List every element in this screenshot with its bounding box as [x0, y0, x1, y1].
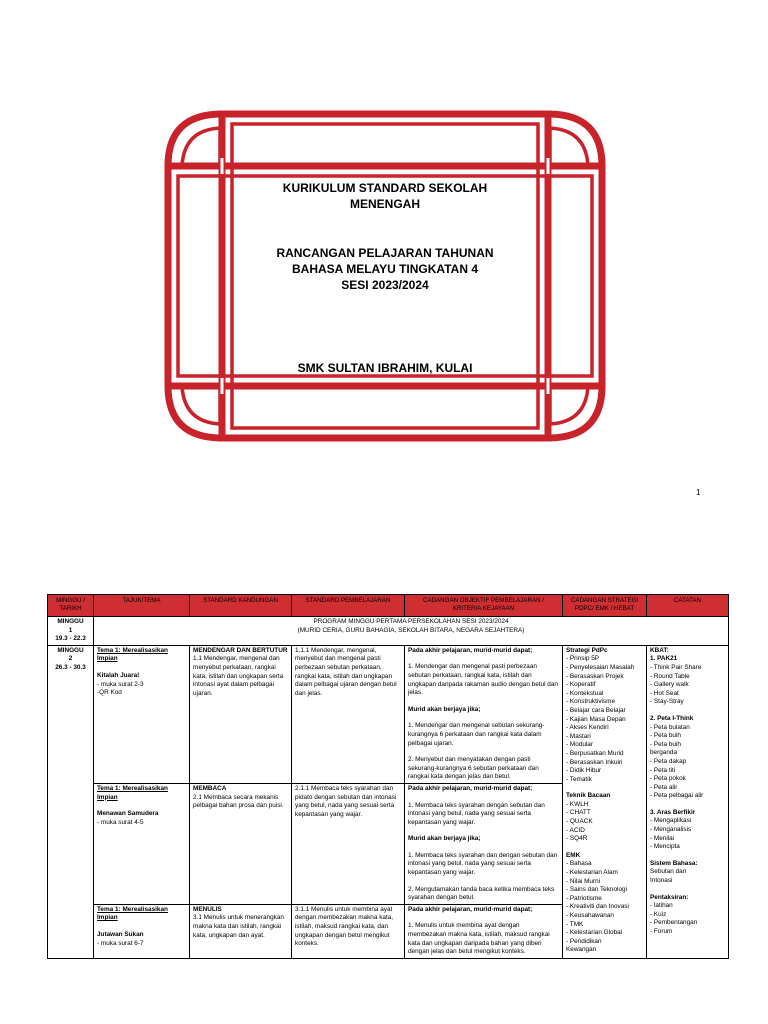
- list-item: 2. Peta I-Think: [650, 714, 694, 722]
- list-item: - KWLH: [566, 800, 589, 808]
- list-item: Sebutan dan: [650, 868, 687, 876]
- list-item: - Peta dakap: [650, 757, 687, 765]
- list-item: - Think Pair Share: [650, 663, 702, 671]
- list-item: MENDENGAR DAN BERTUTUR: [193, 646, 288, 654]
- list-item: - muka surat 4-5: [97, 818, 144, 826]
- list-item: - Bahasa: [566, 860, 592, 868]
- list-item: Murid akan berjaya jika;: [408, 835, 481, 843]
- program-cell: [94, 617, 729, 646]
- list-item: - muka surat 2-3: [97, 680, 144, 688]
- topic-cell: [94, 645, 190, 783]
- learning-standard-cell: [292, 645, 405, 783]
- list-item: - Peta pelbagai alir: [650, 792, 704, 800]
- list-item: - Keusahawanan: [566, 912, 614, 919]
- list-item: - muka surat 6-7: [97, 939, 144, 947]
- list-item: Menawan Samudera: [97, 810, 159, 818]
- list-item: 2.1 Membaca secara mekanis pelbagai bahan prosa dan puisi.: [193, 793, 284, 810]
- corner-petal-tr: [550, 128, 588, 166]
- list-item: Strategi PdPc: [566, 646, 608, 654]
- list-item: - Gallery walk: [650, 681, 689, 689]
- list-item: Teknik Bacaan: [566, 792, 611, 800]
- list-item: - Mencipta: [650, 843, 680, 851]
- list-item: 26.3 - 30.3: [55, 663, 86, 671]
- cover-line-2: MENENGAH: [349, 197, 420, 211]
- list-item: - SQ4R: [566, 835, 588, 843]
- cover-school-name: SMK SULTAN IBRAHIM, KULAI: [297, 361, 473, 375]
- list-item: Pada akhir pelajaran, murid-murid dapat;: [408, 905, 533, 913]
- corner-knot-tr: [548, 114, 602, 166]
- list-item: EMK: [566, 851, 581, 859]
- list-item: 3.1.1 Menulis untuk membina ayat dengan membezakan makna kata, istilah, maksud rangkai kata, dan ungkapan dengan betul mengikut konteks.: [295, 905, 394, 948]
- list-item: - Peta titi: [650, 766, 676, 774]
- list-item: - Peta pokok: [650, 775, 686, 783]
- list-item: - Mengaplikasi: [650, 817, 692, 825]
- list-item: - Kreativiti dan Inovasi: [566, 903, 629, 911]
- week-cell: [48, 617, 94, 646]
- list-item: Kewangan: [566, 946, 597, 954]
- content-standard-cell: [190, 783, 292, 904]
- list-item: - Penyelesaian Masalah: [566, 663, 635, 671]
- list-item: Tema 1: Merealisasikan Impian: [97, 646, 168, 663]
- list-item: 2: [68, 655, 73, 663]
- list-item: MINGGU: [57, 646, 84, 654]
- list-item: - Stay-Stray: [650, 698, 684, 706]
- learning-standard-cell: [292, 783, 405, 904]
- corner-knot-bl: [168, 386, 222, 438]
- table-header-row: [48, 595, 729, 617]
- list-item: - Kelestarian Alam: [566, 869, 618, 877]
- list-item: - Modular: [566, 741, 593, 749]
- corner-knot-br: [548, 386, 602, 438]
- list-item: - latihan: [650, 902, 673, 910]
- list-item: - Sains dan Teknologi: [566, 886, 627, 894]
- list-item: - Menilai: [650, 834, 675, 842]
- yearly-lesson-plan-table: [47, 594, 729, 959]
- list-item: - Koperatif: [566, 681, 596, 689]
- list-item: - Prinsip 5P: [566, 655, 600, 663]
- content-standard-cell: [190, 645, 292, 783]
- list-item: - Berasaskan Projek: [566, 672, 624, 680]
- list-item: 1. PAK21: [650, 655, 678, 663]
- list-item: - Kajian Masa Depan: [566, 715, 626, 723]
- header-topic: TAJUK/TEMA: [94, 595, 190, 617]
- list-item: 3.1 Menulis untuk menerangkan makna kata dan istilah, rangkai kata, ungkapan dan ayat.: [193, 914, 284, 939]
- list-item: PROGRAM MINGGU PERTAMA PERSEKOLAHAN SESI 2023/2024: [313, 618, 509, 625]
- list-item: - Peta bulatan: [650, 723, 690, 731]
- cover-line-4: BAHASA MELAYU TINGKATAN 4: [291, 262, 478, 276]
- table-row: [48, 617, 729, 646]
- list-item: 2.1.1 Membaca teks syarahan dan pidato dengan sebutan dan intonasi yang betul, nada yang sesuai serta kepantasan yang wajar.: [295, 784, 397, 818]
- topic-cell: [94, 904, 190, 958]
- list-item: Pentaksiran:: [650, 893, 689, 901]
- list-item: 1.1 Mendengar, mengenal dan menyebut perkataan, rangkai kata, istilah dan ungkapan serta intonasi ayat dalam pelbagai ujaran.: [193, 655, 284, 697]
- list-item: Sistem Bahasa:: [650, 859, 698, 867]
- week-cell: [48, 645, 94, 958]
- strategy-cell: [563, 645, 647, 958]
- corner-petal-bl: [182, 386, 220, 424]
- list-item: - Patriotisme: [566, 894, 602, 902]
- list-item: - QUACK: [566, 818, 593, 826]
- list-item: 1. Menulis untuk membina ayat dengan membezakan makna kata, istilah, maksud rangkai kata dan ungkapan daripada bahan yang diberi dengan jelas dan betul mengikut konteks.: [408, 922, 550, 956]
- objective-cell: [405, 783, 563, 904]
- list-item: - Pembentangan: [650, 919, 698, 927]
- list-item: MEMBACA: [193, 784, 227, 792]
- list-item: MENULIS: [193, 905, 222, 913]
- content-standard-cell: [190, 904, 292, 958]
- list-item: - Mastari: [566, 732, 591, 740]
- list-item: - Peta buih: [650, 732, 681, 740]
- list-item: 2. Mengutamakan tanda baca ketika membaca teks syarahan dengan betul.: [408, 885, 555, 902]
- list-item: - Peta alir: [650, 783, 678, 791]
- list-item: 2. Menyebut dan menyatakan dengan pasti sekurang-kurangnya 6 sebutan perkataan dan rangkai kata dengan jelas dan betul.: [408, 756, 539, 781]
- list-item: Pada akhir pelajaran, murid-murid dapat;: [408, 646, 533, 654]
- list-item: Murid akan berjaya jika;: [408, 705, 481, 713]
- list-item: KBAT:: [650, 646, 669, 654]
- list-item: - Tematik: [566, 775, 592, 783]
- header-notes: CATATAN: [647, 595, 729, 617]
- list-item: 3. Aras Berfikir: [650, 808, 696, 816]
- list-item: - TMK: [566, 920, 584, 928]
- page-number: 1: [696, 488, 701, 497]
- list-item: 1: [68, 626, 73, 634]
- cover-line-3: RANCANGAN PELAJARAN TAHUNAN: [276, 246, 494, 260]
- list-item: 1. Mendengar dan mengenal sebutan sekurang-kurangnya 6 perkataan dan rangkai kata dalam pelbagai ujaran.: [408, 722, 545, 747]
- cover-line-5: SESI 2023/2024: [341, 278, 429, 292]
- list-item: - Menganalisis: [650, 826, 692, 834]
- list-item: 1.1.1 Mendengar, mengenal, menyebut dan mengenal pasti perbezaan sebutan perkataan, rangkai kata, istilah dan ungkapan dalam pelbagai ujaran dengan betul dan jelas.: [295, 646, 397, 697]
- list-item: - Hot Seat: [650, 689, 679, 697]
- list-item: - Round Table: [650, 672, 690, 680]
- list-item: Pada akhir pelajaran, murid-murid dapat;: [408, 784, 533, 792]
- header-strategy: CADANGAN STRATEGI PDPC/ EMK / HEBAT: [563, 595, 647, 617]
- header-objective: CADANGAN OBJEKTIF PEMBELAJARAN / KRITERIA KEJAYAAN: [405, 595, 563, 617]
- list-item: - Berasaskan Inkuiri: [566, 758, 623, 766]
- list-item: - Konstruktivisme: [566, 698, 616, 706]
- list-item: Kitalah Juara!: [97, 671, 140, 679]
- list-item: 19.3 - 22.3: [55, 635, 86, 643]
- list-item: - Berpusatkan Murid: [566, 749, 624, 757]
- list-item: -QR Kod: [97, 689, 122, 697]
- corner-petal-tl: [182, 128, 220, 166]
- topic-cell: [94, 783, 190, 904]
- list-item: - Akses Kendiri: [566, 724, 609, 732]
- cover-line-1: KURIKULUM STANDARD SEKOLAH: [282, 181, 488, 195]
- list-item: - Forum: [650, 928, 673, 935]
- list-item: - Belajar cara Belajar: [566, 706, 626, 714]
- list-item: - Kuiz: [650, 910, 667, 918]
- list-item: 1. Membaca teks syarahan dan dengan sebutan dan intonasi yang betul, nada yang sesuai serta kepantasan yang wajar.: [408, 851, 558, 877]
- list-item: Tema 1: Merealisasikan Impian: [97, 784, 168, 801]
- list-item: - Pendidikan: [566, 937, 602, 945]
- list-item: (MURID CERIA, GURU BAHAGIA, SEKOLAH BITARA, NEGARA SEJAHTERA): [297, 626, 525, 634]
- list-item: - Kelestarian Global: [566, 929, 623, 937]
- learning-standard-cell: [292, 904, 405, 958]
- list-item: - Nilai Murni: [566, 877, 601, 885]
- list-item: - Peta buih: [650, 740, 681, 748]
- list-item: 1. Membaca teks syarahan dengan sebutan dan intonasi yang betul, nada yang sesuai serta kepantasan yang wajar.: [408, 801, 545, 826]
- corner-petal-br: [550, 386, 588, 424]
- list-item: Intonasi: [650, 877, 673, 885]
- table-row: [48, 645, 729, 783]
- list-item: 1. Mendengar dan mengenal pasti perbezaan sebutan perkataan, rangkai kata, istilah dan ungkapan daripada rakaman audio dengan betul dan jelas.: [408, 663, 558, 697]
- list-item: Tema 1: Merealisasikan Impian: [97, 905, 168, 922]
- header-content-standard: STANDARD KANDUNGAN: [190, 595, 292, 617]
- corner-knot-tl: [168, 114, 222, 166]
- list-item: - CHATT: [566, 809, 591, 817]
- list-item: - Didik Hibur: [566, 767, 602, 775]
- notes-cell: [647, 645, 729, 958]
- list-item: - Kontekstual: [566, 689, 604, 697]
- list-item: - ACID: [566, 826, 585, 834]
- list-item: Jutawan Sukan: [97, 931, 144, 939]
- objective-cell: [405, 645, 563, 783]
- objective-cell: [405, 904, 563, 958]
- cover-title-block: [200, 180, 570, 212]
- list-item: berganda: [650, 749, 678, 757]
- list-item: MINGGU: [57, 618, 84, 625]
- header-week: MINGGU / TARIKH: [48, 595, 94, 617]
- cover-subtitle-block: [200, 245, 570, 293]
- header-learning-standard: STANDARD PEMBELAJARAN: [292, 595, 405, 617]
